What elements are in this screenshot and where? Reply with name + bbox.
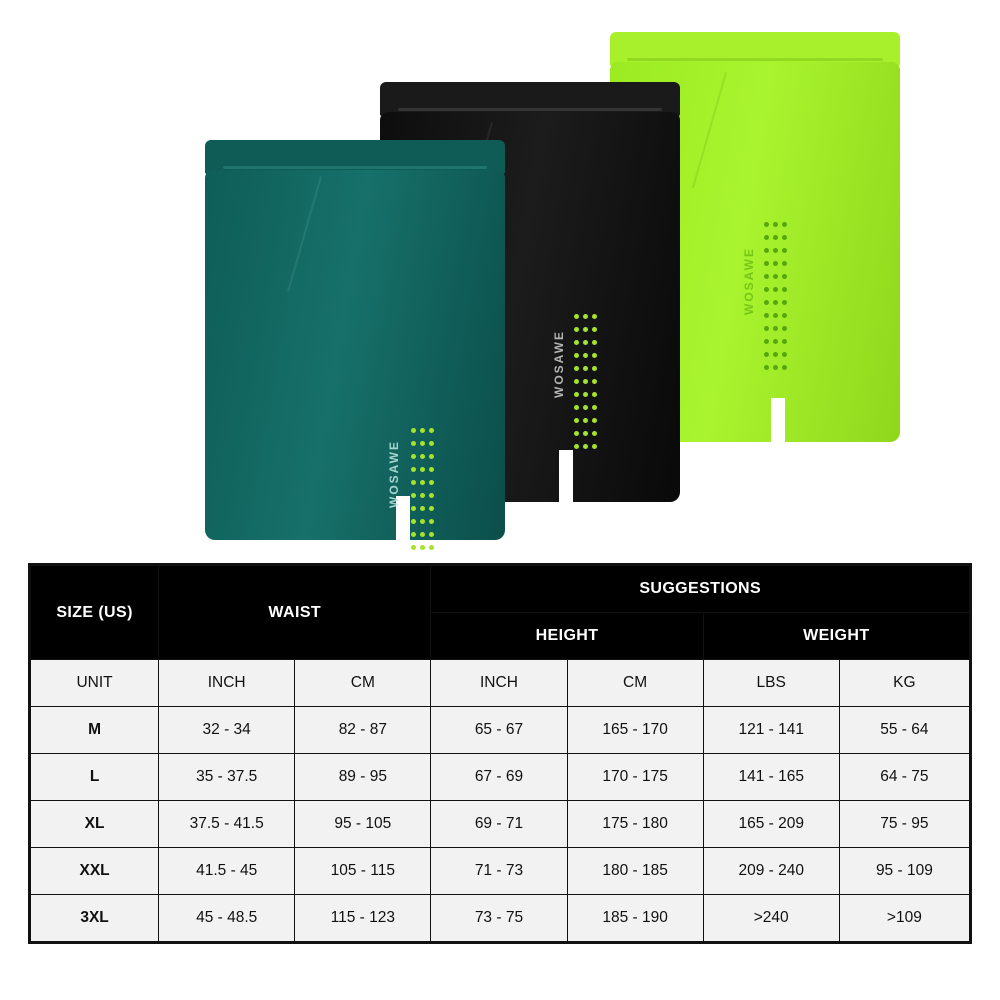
cell-waist-cm: 82 - 87 xyxy=(295,707,431,754)
cell-weight-kg: 64 - 75 xyxy=(839,754,969,801)
unit-waist-inch: INCH xyxy=(159,660,295,707)
size-chart-table-wrapper xyxy=(28,563,972,944)
cell-weight-lbs: 121 - 141 xyxy=(703,707,839,754)
cell-waist-inch: 32 - 34 xyxy=(159,707,295,754)
cell-size: XL xyxy=(31,801,159,848)
brand-logo-black: WOSAWE xyxy=(552,330,566,398)
product-teal-shorts xyxy=(205,140,505,540)
cell-height-cm: 175 - 180 xyxy=(567,801,703,848)
cell-weight-kg: 95 - 109 xyxy=(839,848,969,895)
cell-waist-cm: 115 - 123 xyxy=(295,895,431,942)
cell-height-cm: 185 - 190 xyxy=(567,895,703,942)
cell-height-inch: 69 - 71 xyxy=(431,801,567,848)
perforation-dots-teal xyxy=(411,428,438,558)
cell-size: L xyxy=(31,754,159,801)
cell-weight-lbs: 141 - 165 xyxy=(703,754,839,801)
cell-height-cm: 165 - 170 xyxy=(567,707,703,754)
cell-weight-lbs: 209 - 240 xyxy=(703,848,839,895)
cell-weight-lbs: 165 - 209 xyxy=(703,801,839,848)
cell-waist-inch: 41.5 - 45 xyxy=(159,848,295,895)
cell-height-cm: 170 - 175 xyxy=(567,754,703,801)
unit-label: UNIT xyxy=(31,660,159,707)
table-row xyxy=(31,848,970,895)
header-waist: WAIST xyxy=(159,566,431,660)
cell-waist-inch: 37.5 - 41.5 xyxy=(159,801,295,848)
unit-height-cm: CM xyxy=(567,660,703,707)
cell-waist-cm: 89 - 95 xyxy=(295,754,431,801)
cell-weight-kg: 75 - 95 xyxy=(839,801,969,848)
table-row xyxy=(31,895,970,942)
cell-height-inch: 71 - 73 xyxy=(431,848,567,895)
table-header-row-1 xyxy=(31,566,970,613)
unit-weight-kg: KG xyxy=(839,660,969,707)
unit-weight-lbs: LBS xyxy=(703,660,839,707)
cell-weight-kg: 55 - 64 xyxy=(839,707,969,754)
hem-notch xyxy=(559,450,573,502)
table-row xyxy=(31,754,970,801)
perforation-dots-green xyxy=(764,222,791,378)
table-row xyxy=(31,801,970,848)
cell-size: XXL xyxy=(31,848,159,895)
header-size: SIZE (US) xyxy=(31,566,159,660)
waist-drawcord xyxy=(627,58,882,61)
cell-size: M xyxy=(31,707,159,754)
header-height: HEIGHT xyxy=(431,613,703,660)
brand-logo-green: WOSAWE xyxy=(742,247,756,315)
cell-height-inch: 73 - 75 xyxy=(431,895,567,942)
header-suggestions: SUGGESTIONS xyxy=(431,566,970,613)
size-chart-table xyxy=(30,565,970,942)
cell-waist-cm: 105 - 115 xyxy=(295,848,431,895)
waist-drawcord xyxy=(398,108,662,111)
cell-weight-lbs: >240 xyxy=(703,895,839,942)
cell-height-inch: 67 - 69 xyxy=(431,754,567,801)
table-units-row xyxy=(31,660,970,707)
hem-notch xyxy=(771,398,785,442)
header-weight: WEIGHT xyxy=(703,613,969,660)
waist-drawcord xyxy=(223,166,487,169)
cell-size: 3XL xyxy=(31,895,159,942)
brand-logo-teal: WOSAWE xyxy=(387,440,401,508)
cell-waist-inch: 45 - 48.5 xyxy=(159,895,295,942)
cell-weight-kg: >109 xyxy=(839,895,969,942)
unit-height-inch: INCH xyxy=(431,660,567,707)
unit-waist-cm: CM xyxy=(295,660,431,707)
cell-waist-inch: 35 - 37.5 xyxy=(159,754,295,801)
table-row xyxy=(31,707,970,754)
cell-waist-cm: 95 - 105 xyxy=(295,801,431,848)
perforation-dots-black xyxy=(574,314,601,457)
cell-height-inch: 65 - 67 xyxy=(431,707,567,754)
cell-height-cm: 180 - 185 xyxy=(567,848,703,895)
